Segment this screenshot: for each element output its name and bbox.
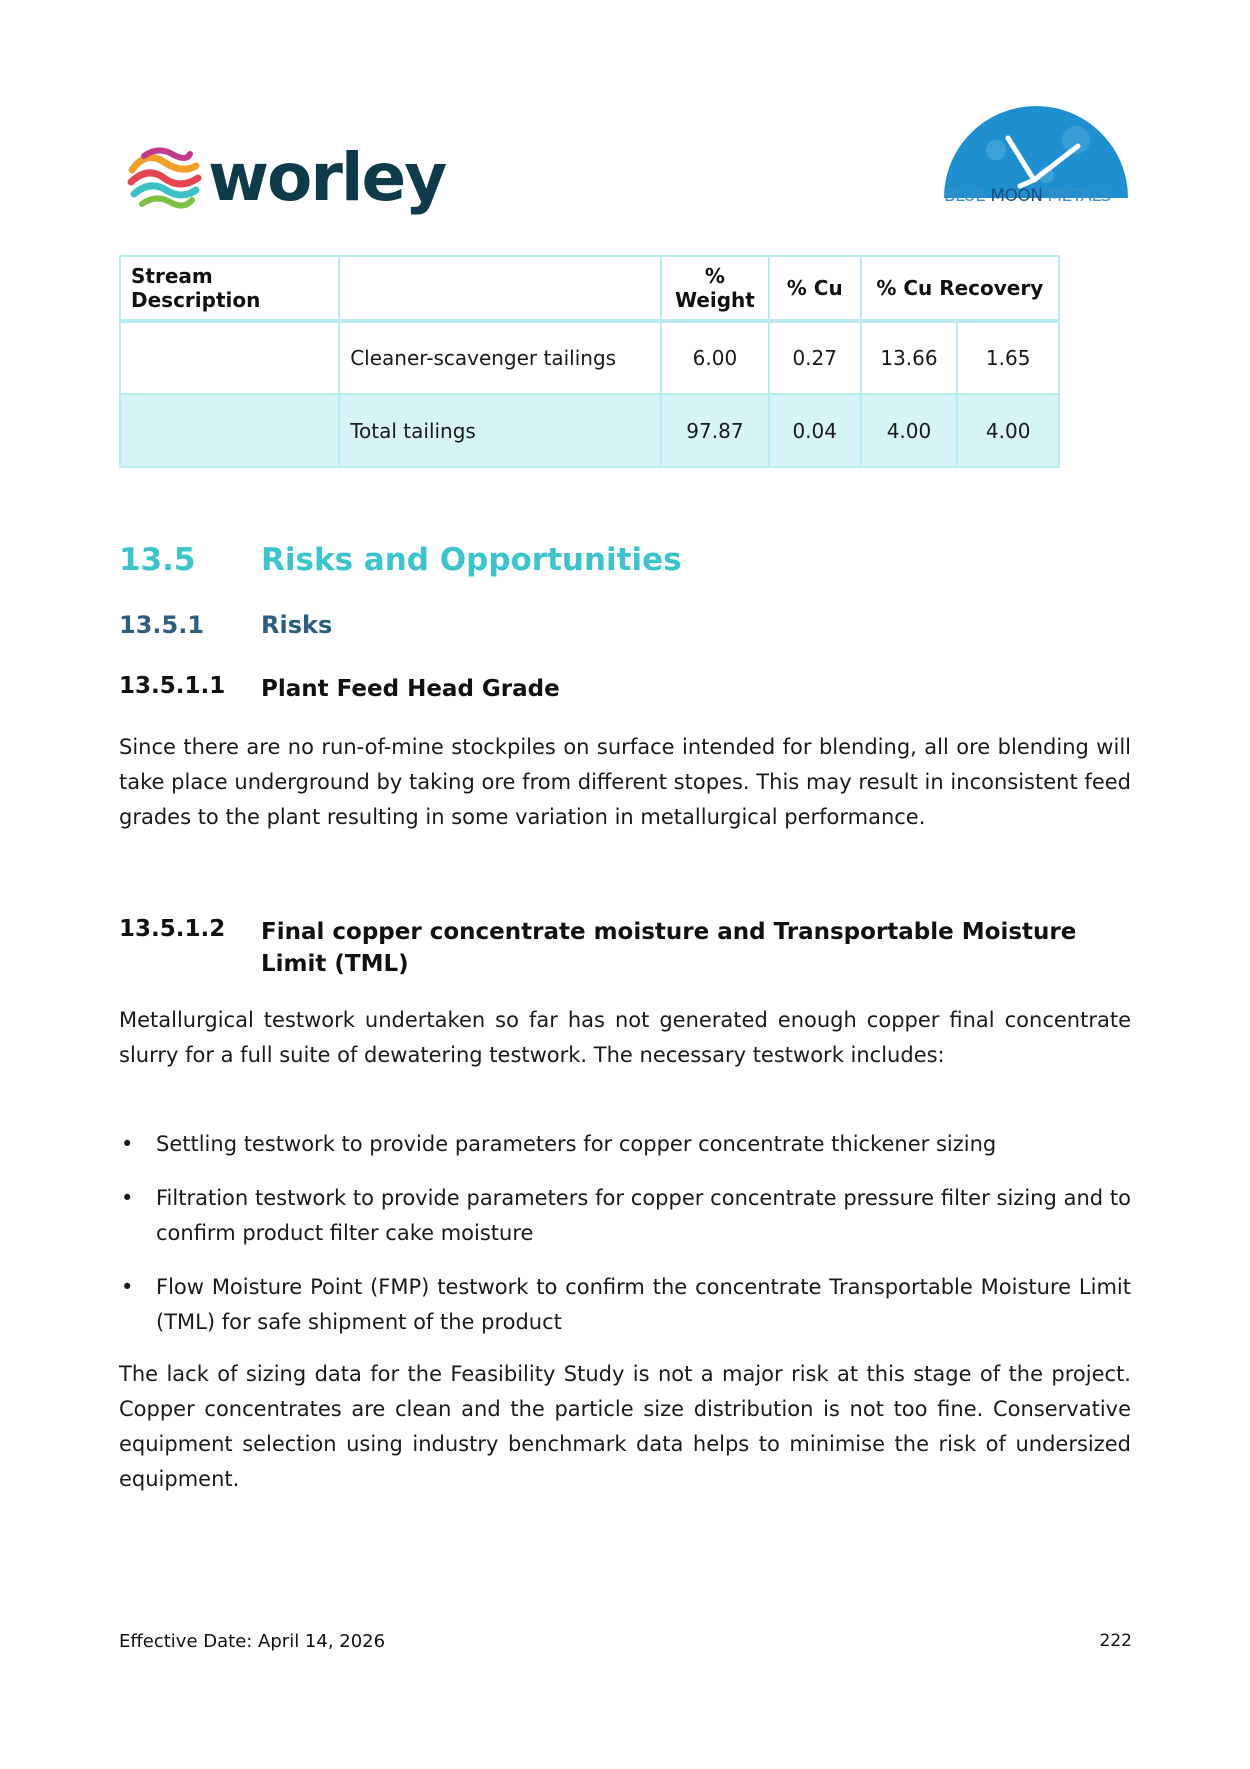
list-item: • Flow Moisture Point (FMP) testwork to confirm the concentrate Transportable Moisture Limit (TML) for safe shipment of the product xyxy=(119,1270,1131,1340)
subsubsection-number-1: 13.5.1.1 xyxy=(119,673,226,699)
subsection-title: Risks xyxy=(261,611,333,639)
worley-logo-text: worley xyxy=(208,139,446,216)
table-cell-cu: 0.27 xyxy=(769,321,861,394)
table-cell-name: Total tailings xyxy=(339,394,661,467)
subsubsection-number-2: 13.5.1.2 xyxy=(119,916,226,942)
subsubsection-title-1: Plant Feed Head Grade xyxy=(261,676,560,702)
section-title: Risks and Opportunities xyxy=(261,542,682,578)
section-number: 13.5 xyxy=(119,542,196,578)
table-cell-weight: 97.87 xyxy=(661,394,769,467)
subsection-number: 13.5.1 xyxy=(119,611,205,639)
worley-logo xyxy=(126,140,445,216)
worley-swirl-icon xyxy=(126,140,202,216)
bullet-icon: • xyxy=(121,1186,134,1210)
table-cell-recovery-2: 4.00 xyxy=(957,394,1059,467)
subsubsection-title-2: Final copper concentrate moisture and Transportable Moisture Limit (TML) xyxy=(261,919,1077,977)
table-row xyxy=(120,321,1059,394)
list-item: • Settling testwork to provide parameters for copper concentrate thickener sizing xyxy=(119,1127,1131,1162)
footer-effective-date: Effective Date: April 14, 2026 xyxy=(119,1631,386,1652)
bullet-icon: • xyxy=(121,1275,134,1299)
header-weight: % Weight xyxy=(661,256,769,321)
table-cell-weight: 6.00 xyxy=(661,321,769,394)
paragraph-plant-feed: Since there are no run-of-mine stockpiles on surface intended for blending, all ore blending will take place underground by taking ore from different stopes. This may result in inconsistent feed grades to the plant resulting in some variation in metallurgical performance. xyxy=(119,735,1131,829)
table-cell-recovery-2: 1.65 xyxy=(957,321,1059,394)
header-blank xyxy=(339,256,661,321)
table-cell-description xyxy=(120,394,339,467)
paragraph-testwork-intro: Metallurgical testwork undertaken so far has not generated enough copper final concentrate slurry for a full suite of dewatering testwork. The necessary testwork includes: xyxy=(119,1008,1131,1067)
blue-moon-metals-logo-text: BLUE MOON METALS xyxy=(944,186,1111,206)
testwork-bullet-list xyxy=(119,1127,1131,1359)
header-cu-recovery: % Cu Recovery xyxy=(861,256,1059,321)
header-cu: % Cu xyxy=(769,256,861,321)
table-cell-description xyxy=(120,321,339,394)
table-cell-name: Cleaner-scavenger tailings xyxy=(339,321,661,394)
table-header-row xyxy=(120,256,1059,321)
list-item: • Filtration testwork to provide parameters for copper concentrate pressure filter sizing and to confirm product filter cake moisture xyxy=(119,1181,1131,1251)
table-row xyxy=(120,394,1059,467)
table-cell-recovery-1: 4.00 xyxy=(861,394,958,467)
bullet-icon: • xyxy=(121,1132,134,1156)
footer-page-number: 222 xyxy=(1099,1631,1132,1651)
table-cell-cu: 0.04 xyxy=(769,394,861,467)
table-cell-recovery-1: 13.66 xyxy=(861,321,958,394)
stream-table xyxy=(119,255,1060,468)
header-stream-description: Stream Description xyxy=(120,256,339,321)
paragraph-closing: The lack of sizing data for the Feasibility Study is not a major risk at this stage of the project. Copper concentrates are clean and the particle size distribution is not too fine. Conservative equipment selection using industry benchmark data helps to minimise the risk of undersized equipment. xyxy=(119,1362,1131,1491)
